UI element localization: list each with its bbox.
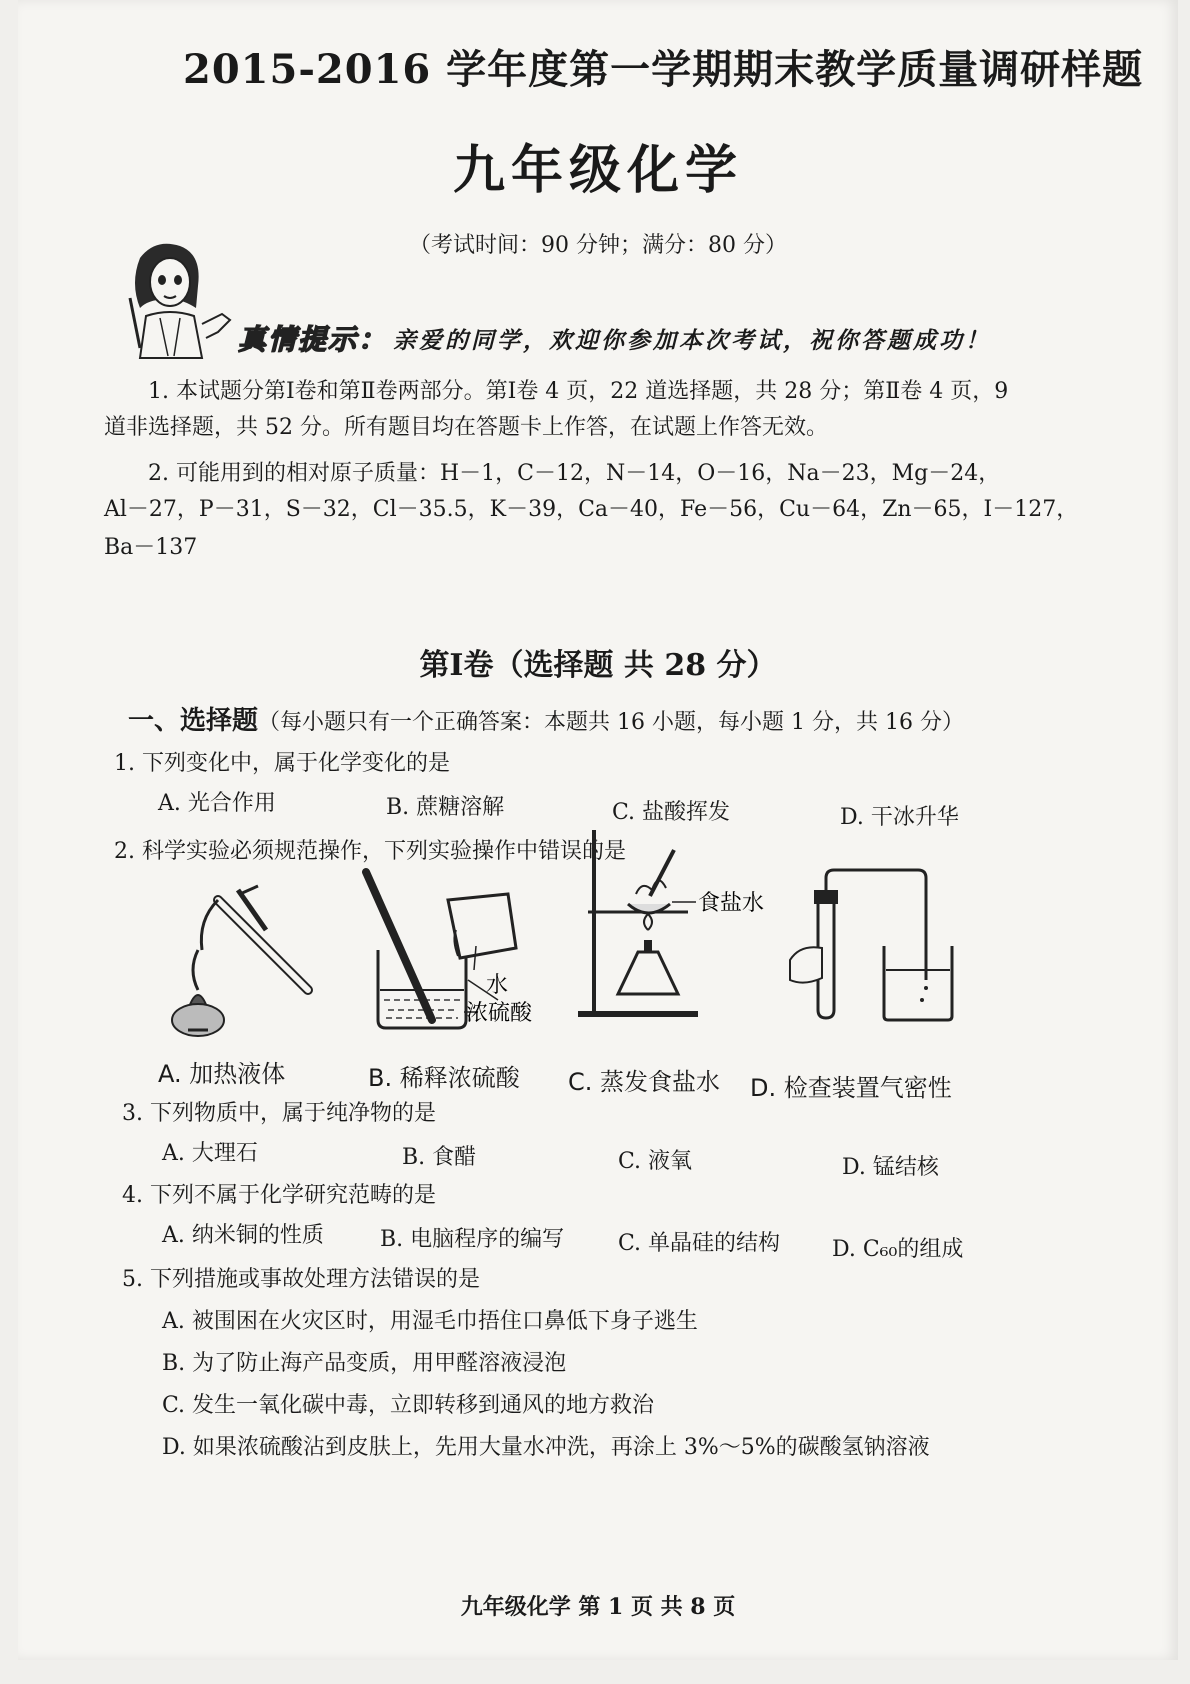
exam-info: （考试时间：90 分钟；满分：80 分） [409,233,787,258]
question-3-option-d: D. 锰结核 [842,1155,939,1180]
instruction-line-3: 2. 可能用到的相对原子质量：H－1，C－12，N－14，O－16，Na－23，Mg－24， [148,461,1001,486]
exam-title: 2015-2016 学年度第一学期期末教学质量调研样题 [183,46,1144,93]
figure-heating-liquid [158,880,328,1050]
question-1-option-a: A. 光合作用 [158,791,276,816]
tip-text: 亲爱的同学，欢迎你参加本次考试，祝你答题成功！ [393,327,991,354]
question-4-option-c: C. 单晶硅的结构 [618,1231,781,1256]
question-2-option-d: D. 检查装置气密性 [750,1074,952,1102]
figure-diluting-acid [348,860,578,1040]
figure-evaporating-salt-water [578,822,788,1022]
question-1-option-b: B. 蔗糖溶解 [386,795,505,820]
figure-airtightness-check [776,860,976,1030]
question-3-option-c: C. 液氧 [618,1149,693,1174]
question-3-stem: 3. 下列物质中，属于纯净物的是 [122,1101,436,1126]
question-2-option-b: B. 稀释浓硫酸 [368,1064,520,1092]
question-5-option-c: C. 发生一氧化碳中毒，立即转移到通风的地方救治 [162,1393,655,1418]
question-2-stem: 2. 科学实验必须规范操作，下列实验操作中错误的是 [114,839,626,864]
part-heading [128,700,964,737]
instruction-line-1: 1. 本试题分第Ⅰ卷和第Ⅱ卷两部分。第Ⅰ卷 4 页，22 道选择题，共 28 分；第Ⅱ卷 4 页，9 [148,379,1009,404]
question-4-option-d: D. C₆₀的组成 [832,1237,964,1262]
part-label: 一、选择题 [128,706,259,736]
question-1-option-c: C. 盐酸挥发 [612,800,731,825]
question-5-stem: 5. 下列措施或事故处理方法错误的是 [122,1267,480,1292]
instruction-line-4: Al－27，P－31，S－32，Cl－35.5，K－39，Ca－40，Fe－56，Cu－64，Zn－65，I－127， [104,497,1079,522]
label-acid: 浓硫酸 [466,1001,533,1026]
cartoon-girl-illustration [110,238,240,363]
question-2-option-a: A. 加热液体 [158,1060,286,1088]
page-footer: 九年级化学 第 1 页 共 8 页 [460,1594,736,1620]
question-5-option-a: A. 被围困在火灾区时，用湿毛巾捂住口鼻低下身子逃生 [162,1309,698,1334]
question-4-option-b: B. 电脑程序的编写 [380,1227,565,1252]
question-4-option-a: A. 纳米铜的性质 [162,1223,324,1248]
question-2-option-c: C. 蒸发食盐水 [568,1068,721,1096]
question-5-option-b: B. 为了防止海产品变质，用甲醛溶液浸泡 [162,1351,567,1376]
question-3-option-a: A. 大理石 [162,1141,258,1166]
label-salt-water: 食盐水 [698,891,765,916]
tip-label: 真情提示： [238,323,389,356]
question-3-option-b: B. 食醋 [402,1145,477,1170]
question-1-option-d: D. 干冰升华 [840,805,959,830]
instruction-line-2: 道非选择题，共 52 分。所有题目均在答题卡上作答，在试题上作答无效。 [104,415,828,440]
section-title: 第Ⅰ卷（选择题 共 28 分） [419,648,777,683]
exam-page [18,0,1178,1660]
subject-title: 九年级化学 [452,140,743,201]
label-water: 水 [486,973,509,998]
question-1-stem: 1. 下列变化中，属于化学变化的是 [114,751,450,776]
question-4-stem: 4. 下列不属于化学研究范畴的是 [122,1183,436,1208]
part-note: （每小题只有一个正确答案：本题共 16 小题，每小题 1 分，共 16 分） [258,710,964,735]
instruction-line-5: Ba－137 [104,535,198,560]
question-5-option-d: D. 如果浓硫酸沾到皮肤上，先用大量水冲洗，再涂上 3%～5%的碳酸氢钠溶液 [162,1435,930,1460]
